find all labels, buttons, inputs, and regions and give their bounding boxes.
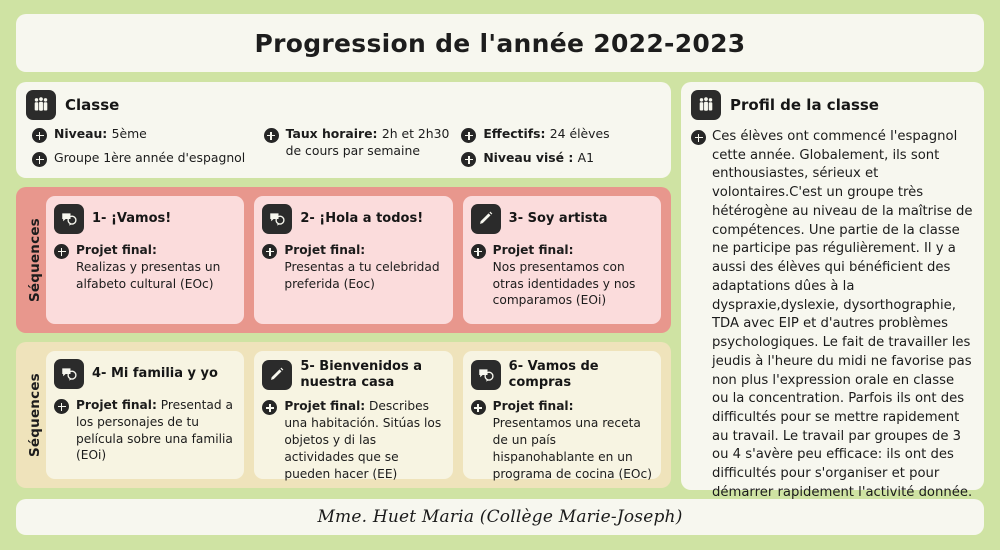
classe-column-3 <box>461 126 661 174</box>
plus-bullet-icon <box>32 152 47 167</box>
classe-item-text: Niveau visé : A1 <box>483 150 594 165</box>
people-icon <box>691 90 721 120</box>
sequence-card-5[interactable] <box>254 351 452 479</box>
classe-item-text: Effectifs: 24 élèves <box>483 126 610 141</box>
sequence-2-project: Projet final: Presentas a tu celebridad preferida (Eoc) <box>284 243 440 291</box>
sequence-5-title: 5- Bienvenidos a nuestra casa <box>300 359 423 390</box>
band-2-sequences <box>46 351 661 479</box>
band-1-sequences <box>46 196 661 324</box>
plus-bullet-icon <box>262 244 277 259</box>
sequence-1-title: 1- ¡Vamos! <box>92 211 172 227</box>
sequence-card-1[interactable] <box>46 196 244 324</box>
classe-item <box>461 126 661 143</box>
sequence-3-header <box>471 204 652 234</box>
sequence-4-header <box>54 359 235 389</box>
plus-bullet-icon <box>264 128 279 143</box>
classe-block <box>16 82 671 178</box>
sequence-5-project: Projet final: Describes una habitación. Sitúas los objetos y di las actividades que se pueden hacer (EE) <box>284 399 442 481</box>
plus-bullet-icon <box>691 130 706 145</box>
classe-item <box>32 150 264 167</box>
sequence-6-title: 6- Vamos de compras <box>508 359 599 390</box>
people-icon <box>26 90 56 120</box>
pencil-icon <box>262 360 292 390</box>
speech-bubbles-icon <box>54 204 84 234</box>
classe-header <box>26 90 661 120</box>
sequence-2-header <box>262 204 443 234</box>
sequence-2-title: 2- ¡Hola a todos! <box>300 211 424 227</box>
sequence-card-4[interactable] <box>46 351 244 479</box>
footer-bar <box>16 499 984 535</box>
classe-item-text: Niveau: 5ème <box>54 126 147 141</box>
band-1-label: Séquences <box>27 218 43 302</box>
sequence-6-header <box>471 359 652 390</box>
sequence-3-project: Projet final: Nos presentamos con otras identidades y nos comparamos (EOi) <box>492 243 636 308</box>
sequence-card-6[interactable] <box>463 351 661 479</box>
speech-bubbles-icon <box>54 359 84 389</box>
profil-text: Ces élèves ont commencé l'espagnol cette année. Globalement, ils sont enthousiastes, sérieux et volontaires.C'est un groupe très hétérogène au niveau de la maîtrise de compétences. Une partie de la classe ne participe pas régulièrement. Il y a aussi des élèves qui bénéficient des adaptations dûes à la dyspraxie,dyslexie, dysorthographie, TDA avec EIP et d'autres problèmes psychologiques. Le fait de travailler les jeudis à l'heure du midi ne favorise pas non plus l'expression orale en classe ou la concentration. Parfois ils ont des difficultés pour se mettre rapidement au travail. Le travail par groupes de 3 ou 4 s'avère peu efficace: ils ont des difficultés pour s'organiser et pour démarrer rapidement l'activité donnée. <box>712 129 973 500</box>
classe-item-text: Groupe 1ère année d'espagnol <box>54 150 246 165</box>
sequence-2-body <box>262 242 443 292</box>
speech-bubbles-icon <box>471 360 501 390</box>
sequence-4-title: 4- Mi familia y yo <box>92 366 218 382</box>
sequence-3-title: 3- Soy artista <box>508 211 608 227</box>
sequence-5-header <box>262 359 443 390</box>
left-column <box>16 82 671 490</box>
plus-bullet-icon <box>461 152 476 167</box>
classe-label: Classe <box>65 96 120 114</box>
classe-item-text: Taux horaire: 2h et 2h30 de cours par semaine <box>285 126 450 158</box>
plus-bullet-icon <box>32 128 47 143</box>
sequence-card-2[interactable] <box>254 196 452 324</box>
profil-body <box>691 128 974 503</box>
right-column <box>681 82 984 500</box>
profil-header <box>691 90 974 120</box>
plus-bullet-icon <box>461 128 476 143</box>
speech-bubbles-icon <box>262 204 292 234</box>
sequence-1-header <box>54 204 235 234</box>
sequence-4-body <box>54 397 235 464</box>
classe-item <box>461 150 661 167</box>
sequences-band-2 <box>16 342 671 488</box>
page-title: Progression de l'année 2022-2023 <box>254 28 746 58</box>
sequences-band-1 <box>16 187 671 333</box>
classe-column-1 <box>32 126 264 174</box>
plus-bullet-icon <box>471 244 486 259</box>
classe-item <box>264 126 462 159</box>
sequence-6-body <box>471 398 652 482</box>
plus-bullet-icon <box>54 244 69 259</box>
profil-block <box>681 82 984 500</box>
band-2-label: Séquences <box>27 373 43 457</box>
title-bar <box>16 14 984 72</box>
sequence-1-project: Projet final: Realizas y presentas un alfabeto cultural (EOc) <box>76 243 221 291</box>
sequence-5-body <box>262 398 443 482</box>
pencil-icon <box>471 204 501 234</box>
main-area <box>16 82 984 500</box>
author-signature: Mme. Huet Maria (Collège Marie-Joseph) <box>317 507 683 527</box>
sequence-1-body <box>54 242 235 292</box>
sequence-3-body <box>471 242 652 309</box>
sequence-4-project: Projet final: Presentad a los personajes de tu película sobre una familia (EOi) <box>76 398 233 463</box>
sequence-6-project: Projet final: Presentamos una receta de un país hispanohablante en un programa de cocina (EOc) <box>492 399 652 481</box>
sequence-card-3[interactable] <box>463 196 661 324</box>
classe-item <box>32 126 264 143</box>
plus-bullet-icon <box>54 399 69 414</box>
plus-bullet-icon <box>262 400 277 415</box>
plus-bullet-icon <box>471 400 486 415</box>
classe-column-2 <box>264 126 462 174</box>
profil-label: Profil de la classe <box>730 96 879 114</box>
classe-columns <box>26 126 661 174</box>
